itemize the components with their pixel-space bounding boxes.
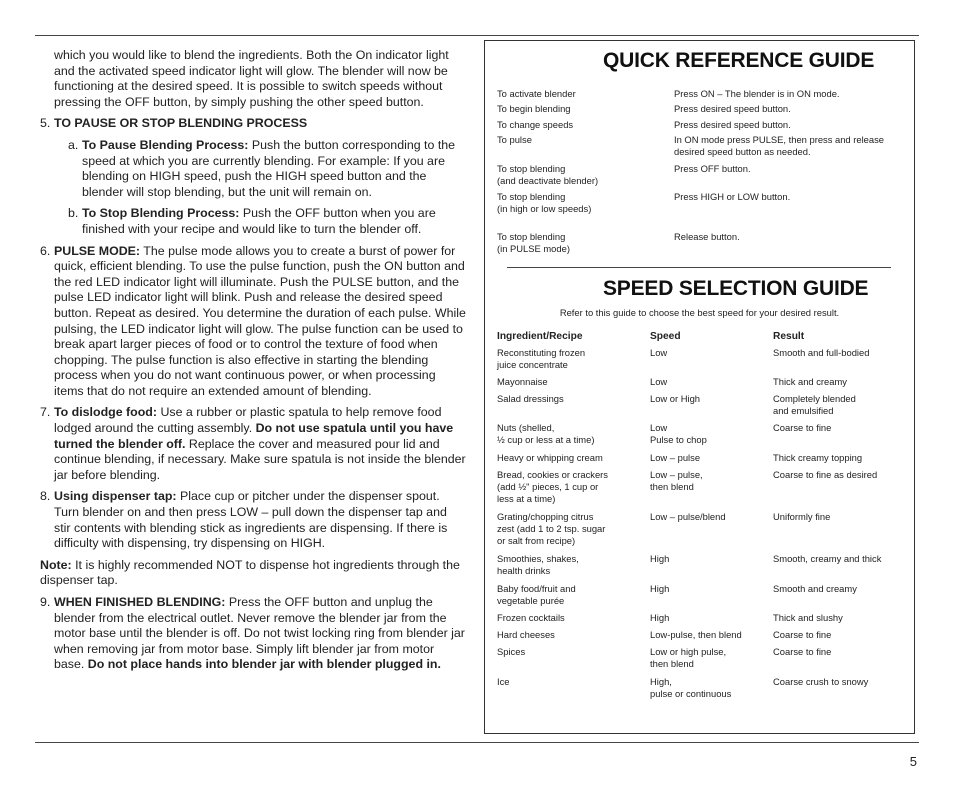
result-cell: Coarse to fine as desired <box>773 469 878 480</box>
page-number: 5 <box>909 754 917 769</box>
ingredient-cell: Reconstituting frozen juice concentrate <box>497 347 586 370</box>
qr-instruction: Press desired speed button. <box>674 119 791 130</box>
qr-instruction: Press ON – The blender is in ON mode. <box>674 88 840 99</box>
speed-cell: Low – pulse/blend <box>650 511 726 522</box>
item-5-title: TO PAUSE OR STOP BLENDING PROCESS <box>54 116 308 131</box>
result-cell: Thick and creamy <box>773 376 847 387</box>
header-result: Result <box>773 331 805 342</box>
ingredient-cell: Grating/chopping citrus zest (add 1 to 2 tsp. sugar or salt from recipe) <box>497 511 606 546</box>
speed-selection-title: SPEED SELECTION GUIDE <box>603 277 869 300</box>
speed-cell: Low <box>650 347 668 358</box>
quick-reference-title: QUICK REFERENCE GUIDE <box>603 49 875 72</box>
header-ingredient: Ingredient/Recipe <box>497 331 583 342</box>
result-cell: Smooth and creamy <box>773 583 857 594</box>
ingredient-cell: Spices <box>497 646 526 657</box>
ingredient-cell: Bread, cookies or crackers (add ½" pieces, 1 cup or less at a time) <box>497 469 608 504</box>
item-6: 6. PULSE MODE: The pulse mode allows you to create a burst of power for quick, efficient blending. To use the pulse function, push the ON button and the red LED indicator light will illuminate. Push the PULSE button, and the pulse LED indicator light will blink. Push and release the desired speed button. Repeat as desired. You determine the duration of each pulse. While pulsing, the LED indicator light will glow. The pulse function can be used to break apart larger pieces of food or to control the texture of food when chopping. The pulse function is also effective in starting the blending process when you do not want continuous power, or when processing items that do not require an extended amount of blending. <box>40 243 466 398</box>
item-9: 9. WHEN FINISHED BLENDING: Press the OFF button and unplug the blender from the electrical outlet. Never remove the blender jar from the motor base until the blender is off. Do not twist locking ring from blender jar when removing jar from motor base. Simply lift blender jar from motor base. Do not place hands into blender jar with blender plugged in. <box>40 595 465 672</box>
result-cell: Thick and slushy <box>773 612 843 623</box>
qr-instruction: In ON mode press PULSE, then press and release desired speed button as needed. <box>674 134 885 157</box>
result-cell: Coarse to fine <box>773 646 832 657</box>
bottom-rule <box>35 742 919 743</box>
qr-action: To stop blending (and deactivate blender) <box>497 163 599 186</box>
ingredient-cell: Mayonnaise <box>497 376 548 387</box>
qr-instruction: Release button. <box>674 231 740 242</box>
item-8: 8. Using dispenser tap: Place cup or pitcher under the dispenser spout. Turn blender on and then press LOW – pull down the dispenser tap and stir contents with blending stick as ingredients are dispensing. If there is difficulty with dispensing, try dispensing on HIGH. <box>40 489 448 551</box>
speed-cell: Low Pulse to chop <box>650 422 707 445</box>
ingredient-cell: Nuts (shelled, ½ cup or less at a time) <box>497 422 595 445</box>
result-cell: Coarse crush to snowy <box>773 676 869 687</box>
result-cell: Uniformly fine <box>773 511 831 522</box>
speed-cell: High <box>650 583 670 594</box>
qr-action: To change speeds <box>497 119 574 130</box>
ingredient-cell: Salad dressings <box>497 393 564 404</box>
result-cell: Smooth, creamy and thick <box>773 553 882 564</box>
speed-cell: Low or high pulse, then blend <box>650 646 727 669</box>
ingredient-cell: Frozen cocktails <box>497 612 565 623</box>
speed-cell: Low or High <box>650 393 701 404</box>
ingredient-cell: Smoothies, shakes, health drinks <box>497 553 579 576</box>
qr-action: To stop blending (in high or low speeds) <box>497 191 592 214</box>
ingredient-cell: Hard cheeses <box>497 629 555 640</box>
speed-selection-intro: Refer to this guide to choose the best speed for your desired result. <box>559 307 840 318</box>
intro-paragraph: which you would like to blend the ingredients. Both the On indicator light and the activated speed indicator light will glow. The blender will now be functioning at the desired speed. It is possible to switch speeds without pressing the OFF button, by simply pushing the other speed button. <box>54 48 449 109</box>
qr-instruction: Press HIGH or LOW button. <box>674 191 791 202</box>
note: Note: It is highly recommended NOT to dispense hot ingredients through the dispenser tap. <box>40 557 460 588</box>
qr-action: To stop blending (in PULSE mode) <box>497 231 570 254</box>
speed-cell: High <box>650 612 670 623</box>
result-cell: Coarse to fine <box>773 422 832 433</box>
qr-action: To begin blending <box>497 103 571 114</box>
speed-cell: High <box>650 553 670 564</box>
qr-action: To pulse <box>497 134 532 145</box>
top-rule <box>35 35 919 36</box>
qr-instruction: Press desired speed button. <box>674 103 791 114</box>
header-speed: Speed <box>650 331 681 342</box>
ingredient-cell: Heavy or whipping cream <box>497 452 603 463</box>
result-cell: Completely blended and emulsified <box>773 393 856 416</box>
item-7: 7. To dislodge food: Use a rubber or plastic spatula to help remove food lodged around the cutting assembly. Do not use spatula until you have turned the blender off. Replace the cover and measured pour lid and continue blending, if necessary. Make sure spatula is not inside the blender jar before blending. <box>40 405 466 482</box>
speed-cell: High, pulse or continuous <box>650 676 732 699</box>
section-divider <box>507 267 891 268</box>
ingredient-cell: Ice <box>497 676 510 687</box>
speed-cell: Low – pulse <box>650 452 701 463</box>
result-cell: Coarse to fine <box>773 629 832 640</box>
qr-action: To activate blender <box>497 88 576 99</box>
ingredient-cell: Baby food/fruit and vegetable purée <box>497 583 576 606</box>
item-5: 5. TO PAUSE OR STOP BLENDING PROCESS <box>40 116 308 131</box>
speed-cell: Low – pulse, then blend <box>650 469 703 492</box>
instructions-column <box>40 48 466 679</box>
reference-panel <box>484 40 915 734</box>
result-cell: Smooth and full-bodied <box>773 347 870 358</box>
result-cell: Thick creamy topping <box>773 452 863 463</box>
speed-cell: Low <box>650 376 668 387</box>
qr-instruction: Press OFF button. <box>674 163 751 174</box>
item-5b: b. To Stop Blending Process: Push the OFF button when you are finished with your recipe and would like to turn the blender off. <box>68 206 436 236</box>
item-5a: a. To Pause Blending Process: Push the button corresponding to the speed at which you are currently blending. For example: If you are blending on HIGH speed, push the HIGH speed button and the blender will stop blending, but the unit will remain on. <box>68 137 456 199</box>
speed-cell: Low-pulse, then blend <box>650 629 742 640</box>
